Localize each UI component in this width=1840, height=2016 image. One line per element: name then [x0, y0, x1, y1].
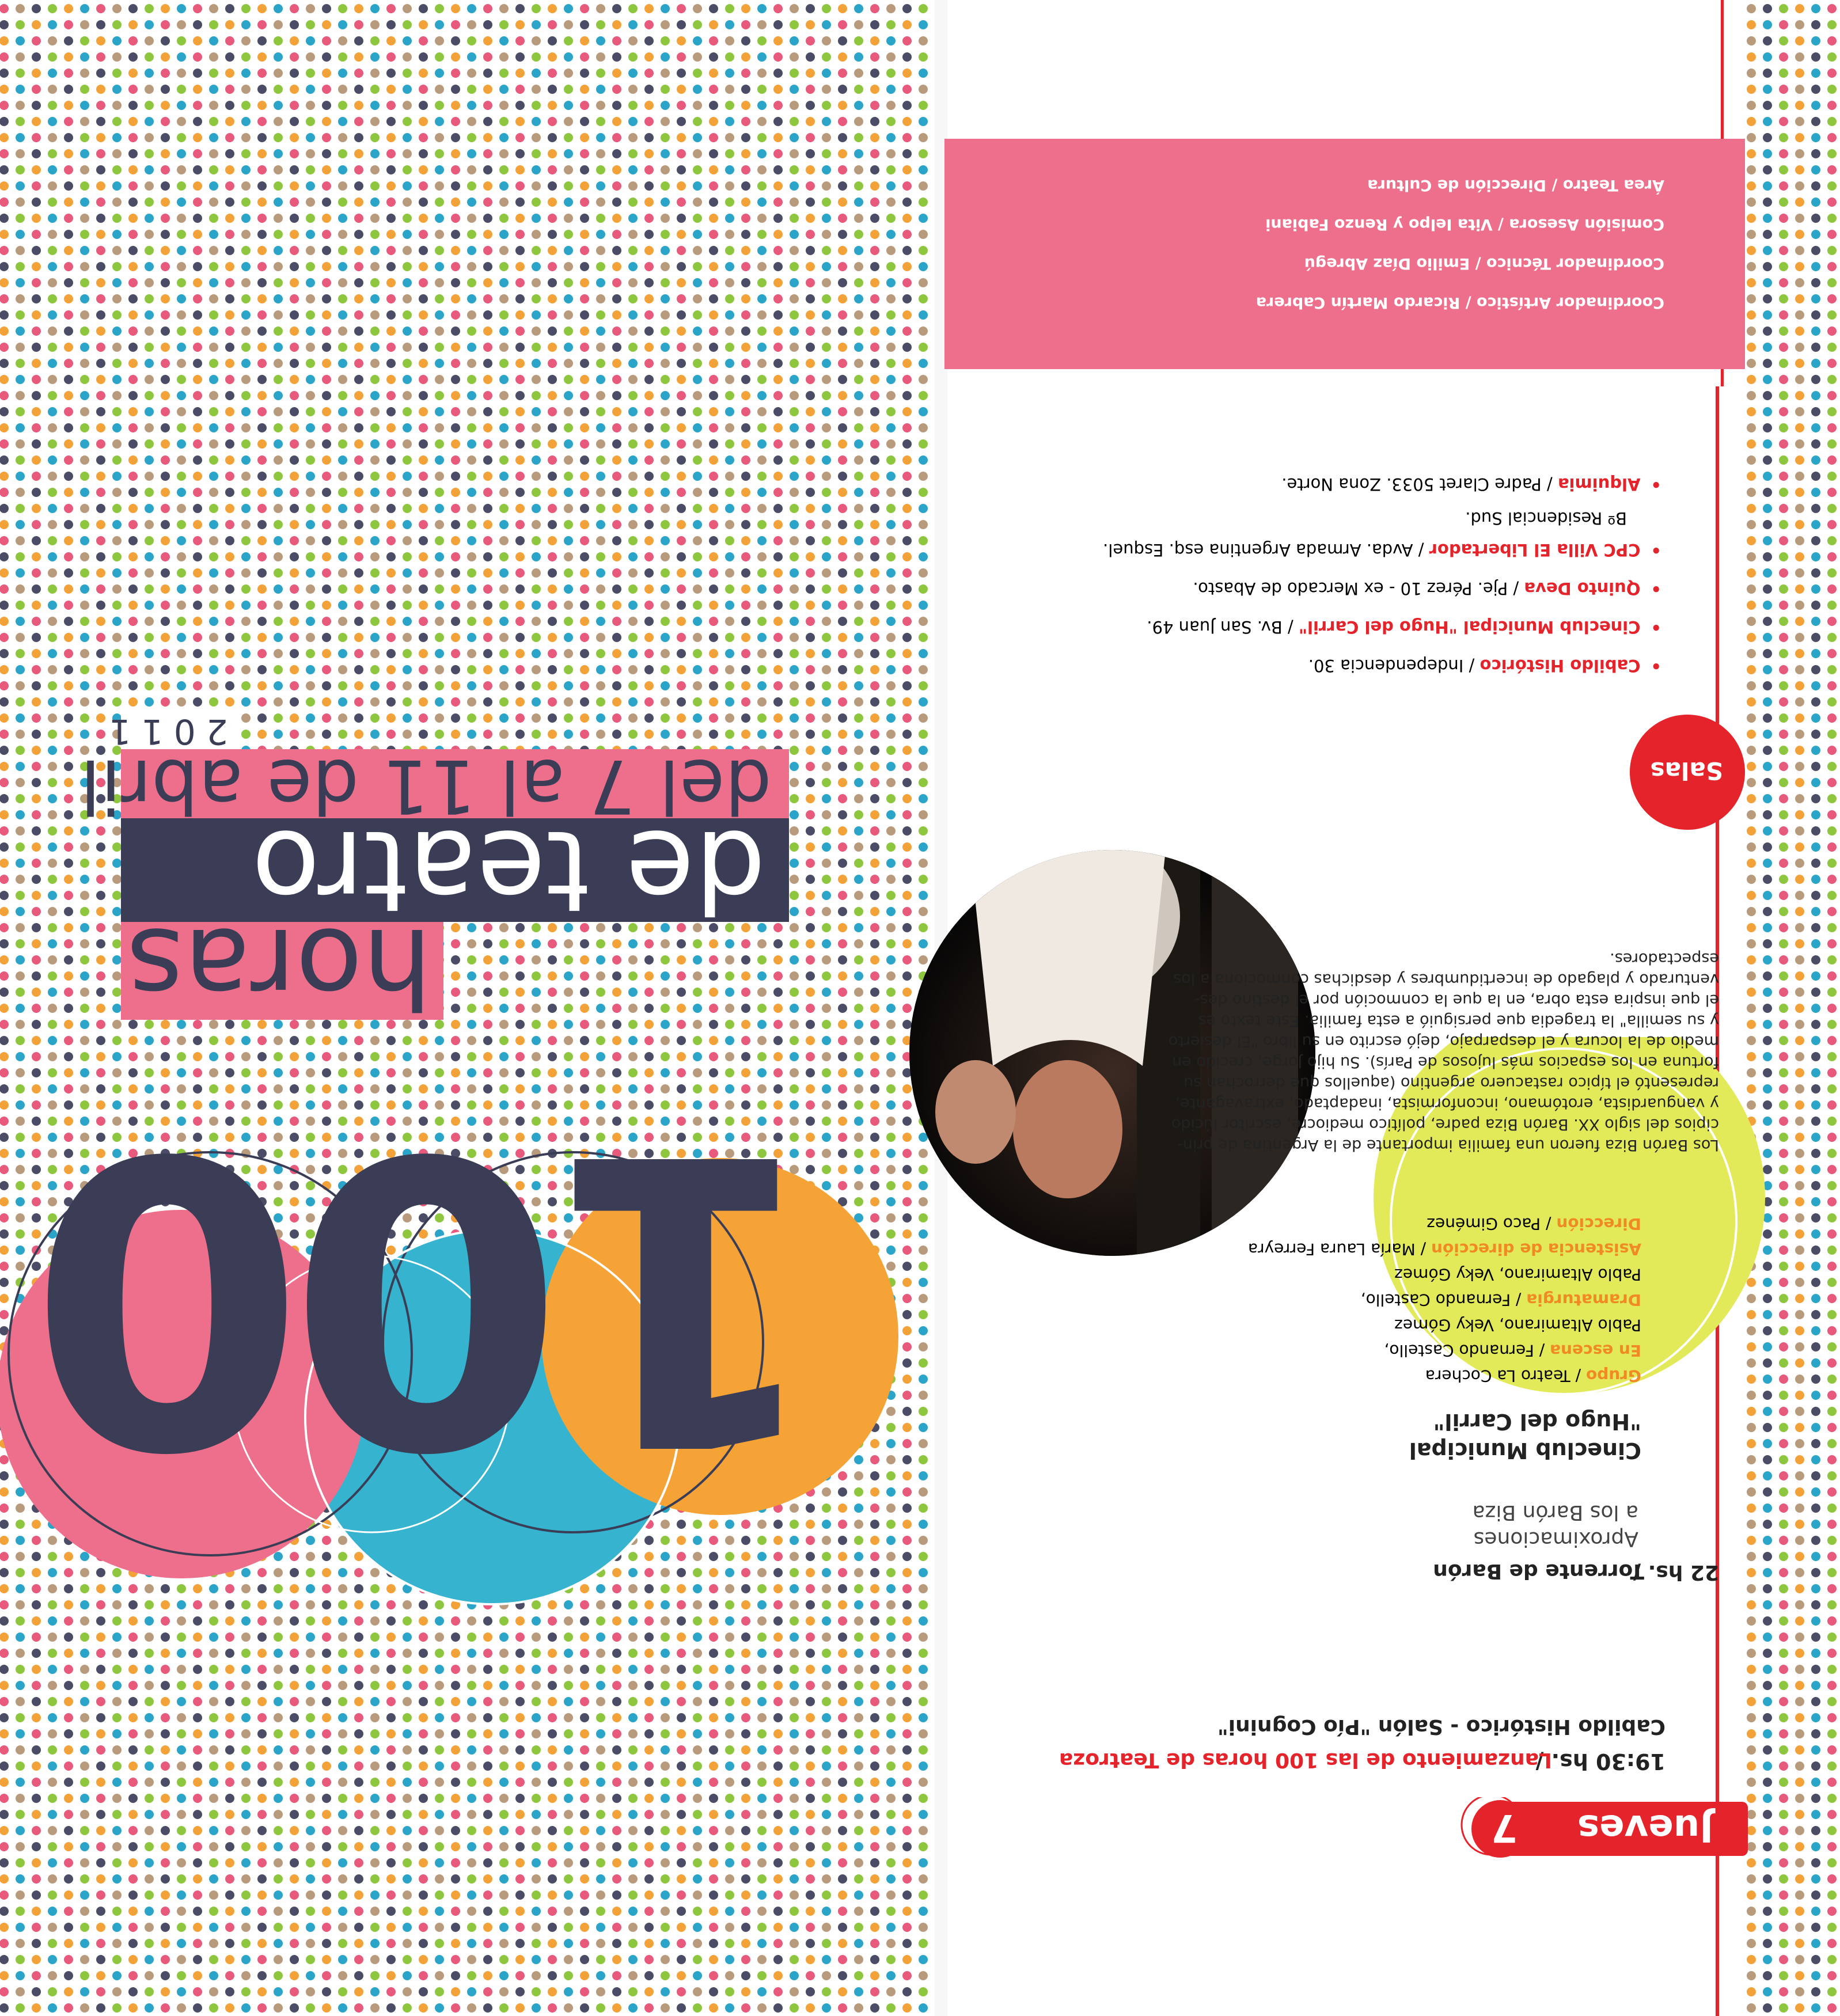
- cover-year: 2011: [121, 712, 236, 749]
- show-title: Torrente de Barón: [1433, 1559, 1644, 1583]
- salas-heading: Salas: [1650, 757, 1723, 785]
- credit-row: Grupo / Teatro La Cochera: [1425, 1366, 1641, 1385]
- day-label: Jueves: [1577, 1806, 1713, 1849]
- credit-row: En escena / Fernando Castello,: [1384, 1341, 1641, 1360]
- show-time: 22 hs. /: [1633, 1561, 1719, 1584]
- launch-title: Lanzamiento de las 100 horas de Teatroza: [1059, 1748, 1552, 1772]
- cover-number: 100: [45, 1065, 824, 1528]
- credit-row: Pablo Altamirano, Veky Gómez: [1394, 1265, 1641, 1284]
- sala-item: •Quinto Deva / Pje. Pérez 10 - ex Mercado de Abasto.: [1193, 579, 1661, 598]
- show-venue-1: Cineclub Municipal: [1409, 1438, 1641, 1463]
- dot-pattern-strip-left: [1745, 0, 1840, 2016]
- launch-time: 19:30 hs. /: [1535, 1749, 1666, 1774]
- show-venue-2: "Hugo del Carril": [1433, 1409, 1641, 1434]
- staff-line: Área Teatro / Dirección de Cultura: [1367, 176, 1664, 194]
- credit-row: Asistencia de dirección / María Laura Ferreyra: [1247, 1240, 1641, 1259]
- show-subtitle-2: a los Barón Biza: [1472, 1501, 1638, 1524]
- sala-item-continued: Bº Residencial Sud.: [1465, 508, 1627, 528]
- cover-dates: del 7 al 11 de abril: [121, 749, 789, 818]
- staff-box: [944, 139, 1745, 369]
- show-synopsis: Los Barón Biza fueron una familia importante de la Argentina de prin- cipios del siglo XX. Barón Biza padre, político mediocre, escritor lúcido y vanguardista, erotómano, inconformista, inadaptado, extravagante, representó el típico rastacuero argentino (aquellos que derrochan su fortuna en los espacios más lujosos de París). Su hijo Jorge, crecido en medio de la locura y el desparpajo, dejó escrito en su libro "El desierto y su semilla" la tragedia que persiguió a esta familia. Este texto es el que inspira esta obra, en la que la conmoción por el destino des- venturado y plagado de incertidumbres y desdichas conmociona a los espectadores.: [1168, 950, 1719, 1154]
- cover-title-de-teatro: de teatro: [121, 818, 789, 922]
- staff-line: Coordinador Artístico / Ricardo Martín Cabrera: [1255, 294, 1664, 312]
- sala-item: •CPC Villa El Libertador / Avda. Armada Argentina esq. Esquel.: [1103, 540, 1661, 560]
- credit-row: Dirección / Paco Giménez: [1427, 1214, 1641, 1233]
- day-tab: [1448, 1797, 1748, 1861]
- salas-badge: [1630, 715, 1745, 830]
- launch-venue: Cabildo Histórico - Salón "Pío Cognini": [1217, 1715, 1666, 1738]
- salas-list: [1103, 465, 1661, 685]
- day-number: 7: [1491, 1806, 1517, 1850]
- credit-row: Dramaturgia / Fernando Castello,: [1360, 1290, 1641, 1309]
- credits-list: [1248, 1211, 1641, 1388]
- credit-row: Pablo Altamirano, Veky Gómez: [1394, 1316, 1641, 1335]
- sala-item: •Alquimia / Padre Claret 5033. Zona Norte.: [1281, 474, 1661, 494]
- sala-item: •Cabildo Histórico / Independencia 30.: [1308, 656, 1661, 675]
- sala-item: •Cineclub Municipal "Hugo del Carril" / Bv. San Juan 49.: [1147, 617, 1661, 637]
- staff-line: Coordinador Técnico / Emilio Díaz Abregú: [1304, 255, 1664, 272]
- cover-title-horas: horas: [121, 922, 443, 1020]
- staff-line: Comisión Asesora / Vita Ielpo y Renzo Fabiani: [1265, 215, 1664, 233]
- show-subtitle-1: Aproximaciones: [1473, 1527, 1638, 1551]
